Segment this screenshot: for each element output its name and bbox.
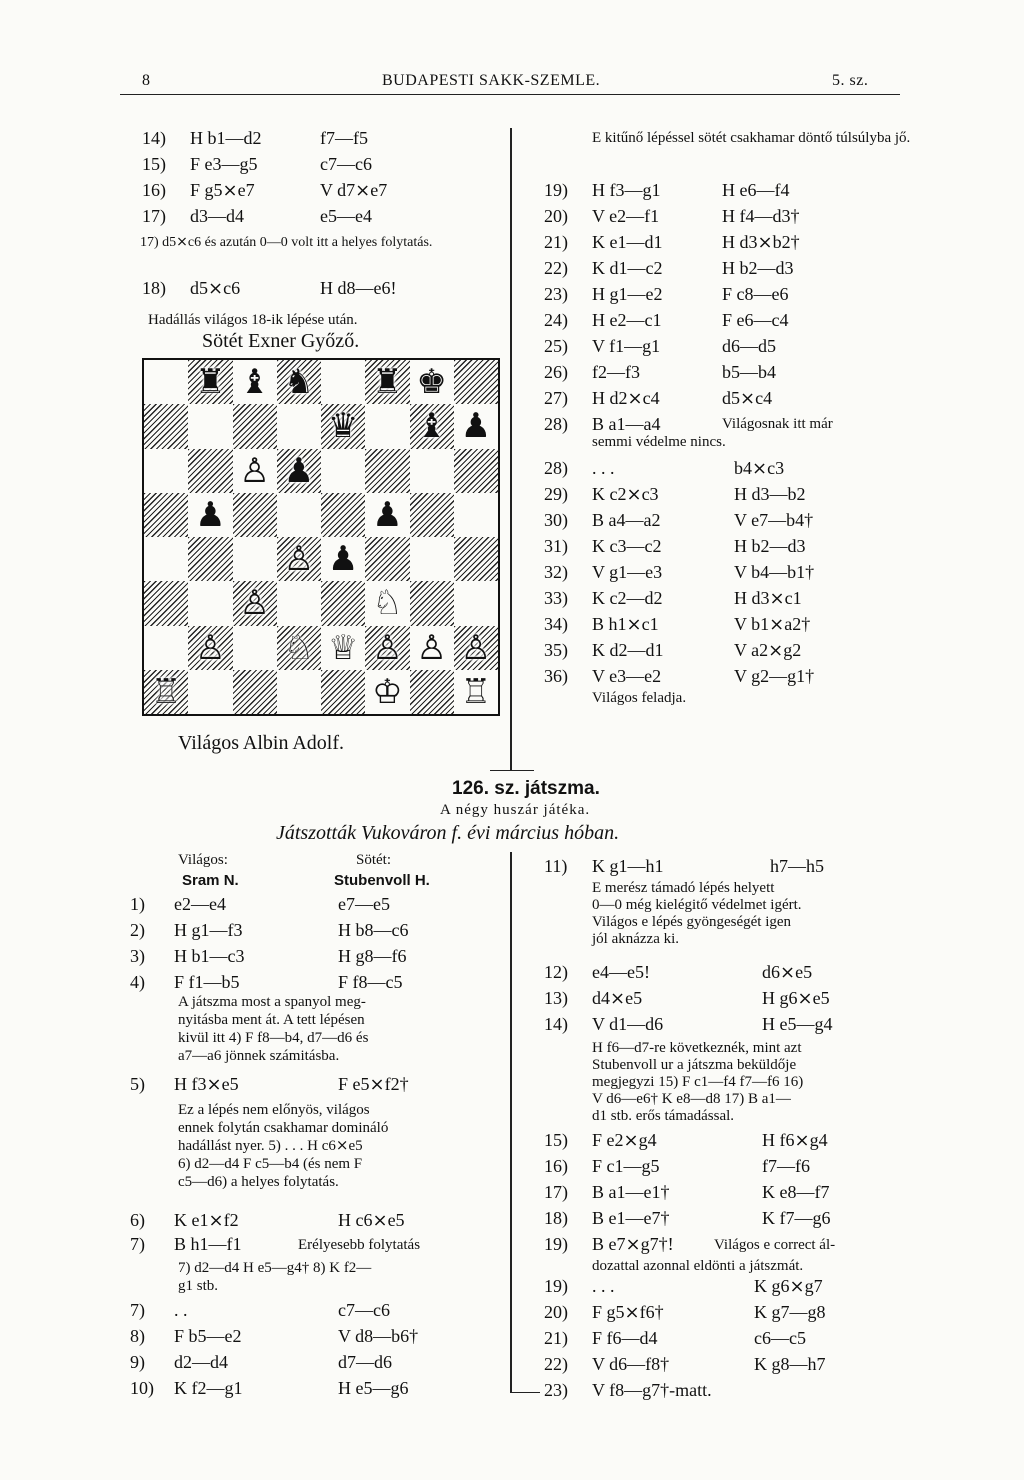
- note-line: d1 stb. erős támadással.: [592, 1108, 735, 1124]
- move-row: 31) K c3—c2 H b2—d3: [544, 536, 806, 556]
- board-square: [454, 493, 498, 537]
- board-square: [454, 626, 498, 670]
- black-pawn-icon: ♟: [195, 494, 226, 535]
- note-line: jól aknázza ki.: [592, 931, 680, 947]
- black-rook-icon: ♜: [372, 362, 403, 403]
- game-subtitle: A négy huszár játéka.: [440, 802, 591, 818]
- board-square: [233, 626, 277, 670]
- white-pawn-icon: ♙: [239, 450, 270, 491]
- move-row: 23) H g1—e2 F c8—e6: [544, 284, 789, 304]
- note-move-17: 17) d5⨯c6 és azután 0—0 volt itt a helyes folytatás.: [140, 235, 433, 250]
- board-square: [188, 670, 232, 714]
- board-square: [410, 581, 454, 625]
- black-pawn-icon: ♟: [327, 539, 359, 580]
- board-square: [365, 493, 409, 537]
- game-move-row: 15) F e2⨯g4 H f6⨯g4: [544, 1130, 828, 1150]
- game-move-row: 16) F c1—g5 f7—f6: [544, 1156, 810, 1176]
- board-square: [277, 404, 321, 448]
- column-divider-bottom: [510, 852, 512, 1392]
- board-square: [321, 493, 365, 537]
- white-pawn-icon: ♙: [416, 627, 447, 668]
- move-row: 26) f2—f3 b5—b4: [544, 362, 776, 382]
- board-square: [410, 449, 454, 493]
- move-row: 24) H e2—c1 F e6—c4: [544, 310, 789, 330]
- board-square: [277, 581, 321, 625]
- move-row: 19) H f3—g1 H e6—f4: [544, 180, 790, 200]
- board-square: [410, 493, 454, 537]
- note-line: a7—a6 jönnek számitásba.: [178, 1048, 340, 1064]
- white-pawn-icon: ♙: [460, 627, 492, 668]
- game-move-row: 7) . . c7—c6: [130, 1300, 390, 1320]
- board-square: [188, 404, 232, 448]
- bottom-tick: [510, 1392, 540, 1393]
- board-square: [144, 360, 188, 404]
- note-line: A játszma most a spanyol meg-: [178, 994, 366, 1010]
- board-square: [188, 493, 232, 537]
- page-number: 8: [142, 72, 151, 89]
- board-square: [144, 537, 188, 581]
- note-line: nyitásba ment át. A tett lépésen: [178, 1012, 365, 1028]
- move-row: 36) V e3—e2 V g2—g1†: [544, 666, 815, 686]
- note-move-28: semmi védelme nincs.: [592, 434, 726, 450]
- column-divider-top: [510, 128, 512, 770]
- move-row: 15) F e3—g5 c7—c6: [142, 154, 372, 174]
- game-move-19: 19) B e7⨯g7†! Világos e correct ál-: [544, 1234, 836, 1254]
- move-row: 22) K d1—c2 H b2—d3: [544, 258, 794, 278]
- white-label: Világos:: [178, 852, 228, 868]
- game-move-row: 9) d2—d4 d7—d6: [130, 1352, 392, 1372]
- white-rook-icon: ♖: [460, 671, 492, 712]
- game-move-row: 8) F b5—e2 V d8—b6†: [130, 1326, 419, 1346]
- move-18: 18) d5⨯c6 H d8—e6!: [142, 278, 397, 298]
- move-row: 35) K d2—d1 V a2⨯g2: [544, 640, 802, 660]
- move-row: 28) . . . b4⨯c3: [544, 458, 785, 478]
- black-pawn-icon: ♟: [283, 450, 315, 491]
- note-right-top: E kitűnő lépéssel sötét csakhamar döntő túlsúlyba jő.: [592, 130, 911, 146]
- board-square: [454, 670, 498, 714]
- game-move-row: 10) K f2—g1 H e5—g6: [130, 1378, 409, 1398]
- note-line: 7) d2—d4 H e5—g4† 8) K f2—: [178, 1260, 372, 1276]
- board-square: [233, 581, 277, 625]
- board-square: [321, 670, 365, 714]
- white-rook-icon: ♖: [150, 671, 182, 712]
- board-square: [233, 449, 277, 493]
- game-title: 126. sz. játszma.: [452, 778, 600, 799]
- note-move-19: dozattal azonnal eldönti a játszmát.: [592, 1258, 804, 1274]
- note-line: megjegyzi 15) F c1—f4 f7—f6 16): [592, 1074, 804, 1090]
- board-square: [321, 404, 365, 448]
- board-square: [321, 449, 365, 493]
- board-square: [144, 404, 188, 448]
- board-square: [277, 493, 321, 537]
- board-square: [410, 404, 454, 448]
- board-square: [144, 449, 188, 493]
- black-bishop-icon: ♝: [416, 406, 447, 447]
- board-square: [454, 537, 498, 581]
- move-row: 21) K e1—d1 H d3⨯b2†: [544, 232, 800, 252]
- board-square: [188, 449, 232, 493]
- move-row: 27) H d2⨯c4 d5⨯c4: [544, 388, 773, 408]
- game-move-5: 5) H f3⨯e5 F e5⨯f2†: [130, 1074, 409, 1094]
- black-knight-icon: ♞: [283, 362, 315, 403]
- board-square: [365, 537, 409, 581]
- white-pawn-icon: ♙: [372, 627, 403, 668]
- board-square: [144, 626, 188, 670]
- board-square: [365, 404, 409, 448]
- separator-rule: [490, 770, 534, 771]
- journal-title: BUDAPESTI SAKK-SZEMLE.: [382, 72, 601, 89]
- game-move-row: 4) F f1—b5 F f8—c5: [130, 972, 403, 992]
- move-row: 20) V e2—f1 H f4—d3†: [544, 206, 800, 226]
- game-move-row: 13) d4⨯e5 H g6⨯e5: [544, 988, 830, 1008]
- game-move-row: 18) B e1—e7† K f7—g6: [544, 1208, 831, 1228]
- game-move-row: 20) F g5⨯f6† K g7—g8: [544, 1302, 826, 1322]
- board-square: [277, 449, 321, 493]
- game-move-row: 22) V d6—f8† K g8—h7: [544, 1354, 826, 1374]
- white-knight-icon: ♘: [372, 583, 403, 624]
- black-queen-icon: ♛: [327, 406, 359, 447]
- game-move-11: 11) K g1—h1 h7—h5: [544, 856, 824, 876]
- resign-text: Világos feladja.: [592, 690, 687, 706]
- board-square: [321, 537, 365, 581]
- game-move-6: 6) K e1⨯f2 H c6⨯e5: [130, 1210, 405, 1230]
- black-label: Sötét:: [356, 852, 392, 868]
- game-move-row: 21) F f6—d4 c6—c5: [544, 1328, 806, 1348]
- note-line: Ez a lépés nem előnyös, világos: [178, 1102, 370, 1118]
- white-knight-icon: ♘: [283, 627, 315, 668]
- board-square: [321, 626, 365, 670]
- move-row: 33) K c2—d2 H d3⨯c1: [544, 588, 802, 608]
- board-square: [277, 626, 321, 670]
- black-name: Stubenvoll H.: [334, 872, 430, 889]
- game-move-row: 2) H g1—f3 H b8—c6: [130, 920, 409, 940]
- board-square: [365, 670, 409, 714]
- white-name: Sram N.: [182, 872, 239, 889]
- note-line: Stubenvoll ur a játszma beküldője: [592, 1057, 797, 1073]
- note-line: ennek folytán csakhamar domináló: [178, 1120, 389, 1136]
- board-square: [277, 537, 321, 581]
- board-square: [454, 404, 498, 448]
- game-move-7: 7) B h1—f1 Erélyesebb folytatás: [130, 1234, 421, 1254]
- game-move-row: 12) e4—e5! d6⨯e5: [544, 962, 813, 982]
- board-square: [410, 537, 454, 581]
- board-square: [365, 626, 409, 670]
- board-square: [454, 581, 498, 625]
- game-move-row: 3) H b1—c3 H g8—f6: [130, 946, 407, 966]
- board-square: [233, 537, 277, 581]
- board-square: [188, 626, 232, 670]
- diagram-caption: Hadállás világos 18-ik lépése után.: [148, 312, 358, 328]
- black-pawn-icon: ♟: [372, 494, 403, 535]
- move-row: 29) K c2⨯c3 H d3—b2: [544, 484, 806, 504]
- board-square: [188, 537, 232, 581]
- black-bishop-icon: ♝: [239, 362, 270, 403]
- note-line: V d6—e6† K e8—d8 17) B a1—: [592, 1091, 791, 1107]
- white-queen-icon: ♕: [327, 627, 359, 668]
- note-line: E merész támadó lépés helyett: [592, 880, 775, 896]
- board-square: [321, 360, 365, 404]
- move-row: 25) V f1—g1 d6—d5: [544, 336, 776, 356]
- game-move-row: 14) V d1—d6 H e5—g4: [544, 1014, 833, 1034]
- move-row: 17) d3—d4 e5—e4: [142, 206, 372, 226]
- board-square: [144, 493, 188, 537]
- board-square: [365, 449, 409, 493]
- move-row: 34) B h1⨯c1 V b1⨯a2†: [544, 614, 811, 634]
- board-square: [233, 404, 277, 448]
- board-square: [233, 493, 277, 537]
- board-square: [454, 360, 498, 404]
- board-square: [410, 626, 454, 670]
- white-pawn-icon: ♙: [239, 583, 270, 624]
- note-line: g1 stb.: [178, 1278, 219, 1294]
- board-square: [410, 670, 454, 714]
- note-line: 0—0 még kielégitő védelmet igért.: [592, 897, 802, 913]
- game-played-note: Játszották Vukováron f. évi március hóban.: [276, 822, 620, 844]
- issue-number: 5. sz.: [832, 72, 869, 89]
- board-square: [188, 360, 232, 404]
- note-line: H f6—d7-re következnék, mint azt: [592, 1040, 802, 1056]
- move-row: 30) B a4—a2 V e7—b4†: [544, 510, 814, 530]
- note-line: c5—d6) a helyes folytatás.: [178, 1174, 339, 1190]
- board-square: [365, 581, 409, 625]
- note-line: hadállást nyer. 5) . . . H c6⨯e5: [178, 1138, 363, 1154]
- header-rule: [120, 94, 900, 95]
- board-square: [277, 360, 321, 404]
- board-square: [321, 581, 365, 625]
- white-pawn-icon: ♙: [283, 539, 315, 580]
- note-line: Világos e lépés gyöngeségét igen: [592, 914, 792, 930]
- move-row: 32) V g1—e3 V b4—b1†: [544, 562, 815, 582]
- move-28: 28) B a1—a4 Világosnak itt már: [544, 414, 833, 434]
- black-pawn-icon: ♟: [460, 406, 492, 447]
- white-pawn-icon: ♙: [195, 627, 226, 668]
- black-rook-icon: ♜: [195, 362, 226, 403]
- board-square: [277, 670, 321, 714]
- board-square: [454, 449, 498, 493]
- note-line: 6) d2—d4 F c5—b4 (és nem F: [178, 1156, 363, 1172]
- board-square: [144, 581, 188, 625]
- board-square: [144, 670, 188, 714]
- board-square: [365, 360, 409, 404]
- white-player-label: Világos Albin Adolf.: [178, 732, 345, 754]
- black-player-label: Sötét Exner Győző.: [202, 330, 360, 352]
- game-move-row: 17) B a1—e1† K e8—f7: [544, 1182, 830, 1202]
- chess-diagram: [142, 358, 500, 716]
- board-square: [233, 360, 277, 404]
- white-king-icon: ♔: [372, 671, 403, 712]
- game-move-row: 19) . . . K g6⨯g7: [544, 1276, 823, 1296]
- move-row: 16) F g5⨯e7 V d7⨯e7: [142, 180, 388, 200]
- game-move-23: 23) V f8—g7†-matt.: [544, 1380, 712, 1400]
- board-square: [188, 581, 232, 625]
- black-king-icon: ♚: [416, 362, 447, 403]
- note-line: kivül itt 4) F f8—b4, d7—d6 és: [178, 1030, 369, 1046]
- board-square: [233, 670, 277, 714]
- board-square: [410, 360, 454, 404]
- game-move-row: 1) e2—e4 e7—e5: [130, 894, 390, 914]
- move-row: 14) H b1—d2 f7—f5: [142, 128, 368, 148]
